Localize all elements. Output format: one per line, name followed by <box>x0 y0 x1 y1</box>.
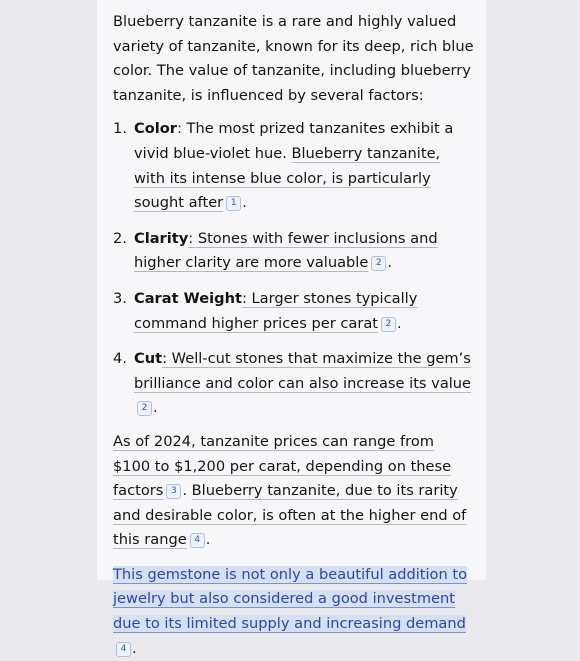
list-term: Carat Weight <box>134 289 242 307</box>
list-term: Color <box>134 120 177 138</box>
list-item-cut <box>113 347 475 421</box>
source-linked-text[interactable]: Stones with fewer inclusions and higher clarity are more valuable <box>134 229 438 272</box>
highlighted-paragraph <box>113 563 475 661</box>
citation-badge[interactable]: 1 <box>226 196 241 211</box>
citation-badge[interactable]: 3 <box>166 484 181 499</box>
list-item-color <box>113 117 475 215</box>
source-linked-text[interactable]: Blueberry tanzanite, with its intense blue color, is particularly sought after <box>134 144 441 212</box>
sentence-end: . <box>205 531 211 549</box>
list-item-clarity <box>113 227 475 276</box>
list-text: The most prized tanzanites exhibit a vivid blue-violet hue. <box>134 120 454 162</box>
source-linked-text[interactable]: Blueberry tanzanite, due to its rarity and desirable color, is often at the higher end of this range <box>113 482 467 549</box>
sentence-end: . <box>242 194 247 212</box>
list-number: 2. <box>113 229 127 247</box>
list-number: 3. <box>113 289 127 307</box>
term-separator: : <box>162 350 172 368</box>
selected-linked-text[interactable]: This gemstone is not only a beautiful addition to jewelry but also considered a good investment due to its limited supply and increasing demand <box>113 565 468 633</box>
citation-badge[interactable]: 2 <box>137 401 152 416</box>
list-term: Cut <box>134 350 163 368</box>
citation-badge[interactable]: 4 <box>116 642 131 657</box>
citation-badge[interactable]: 2 <box>381 317 396 332</box>
source-linked-text[interactable]: As of 2024, tanzanite prices can range from $100 to $1,200 per carat, depending on these factors <box>113 432 452 500</box>
list-number: 1. <box>113 120 127 138</box>
citation-badge[interactable]: 2 <box>371 256 386 271</box>
assistant-response <box>113 10 475 661</box>
list-item-carat-weight <box>113 287 475 336</box>
source-linked-text[interactable]: Larger stones typically command higher prices per carat <box>134 289 418 332</box>
citation-badge[interactable]: 4 <box>190 533 205 548</box>
list-number: 4. <box>113 350 127 368</box>
factors-list <box>113 117 475 421</box>
sentence-end: . <box>387 254 392 272</box>
sentence-end: . <box>132 639 137 657</box>
term-separator: : <box>176 120 187 138</box>
sentence-end: . <box>153 399 158 417</box>
list-term: Clarity <box>134 229 189 247</box>
intro-paragraph: Blueberry tanzanite is a rare and highly valued variety of tanzanite, known for its deep, rich blue color. The value of tanzanite, including blueberry tanzanite, is influenced by several factors: <box>113 13 474 104</box>
sentence-end: . <box>182 482 187 500</box>
sentence-end: . <box>397 314 402 332</box>
pricing-paragraph <box>113 430 475 553</box>
term-separator: : <box>188 229 198 247</box>
source-linked-text[interactable]: Well-cut stones that maximize the gem’s brilliance and color can also increase its value <box>134 350 472 392</box>
term-separator: : <box>241 289 252 307</box>
